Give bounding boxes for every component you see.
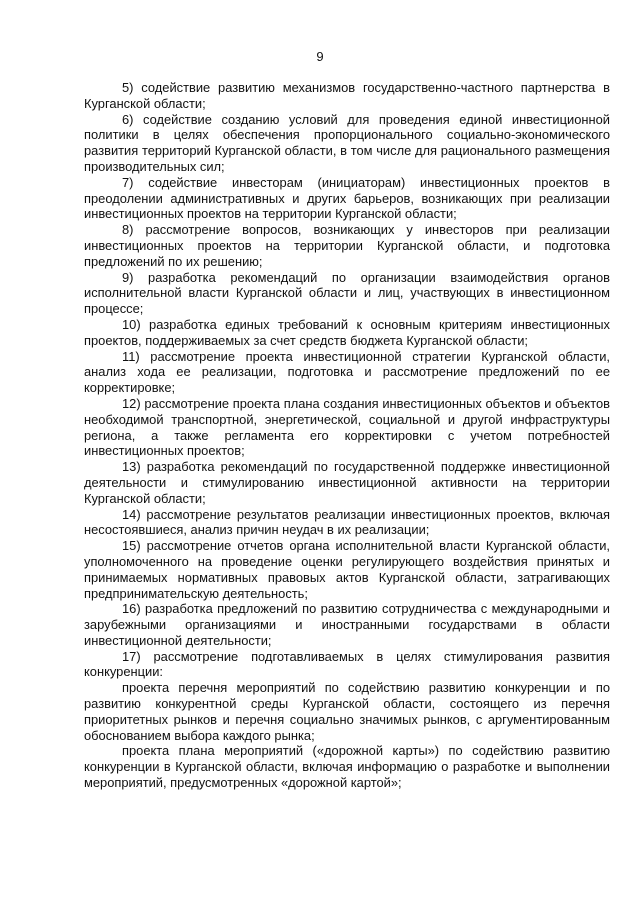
paragraph-item-5: 5) содействие развитию механизмов государственно-частного партнерства в Курганской области; <box>84 80 610 111</box>
paragraph-item-17: 17) рассмотрение подготавливаемых в целях стимулирования развития конкуренции: <box>84 648 610 680</box>
paragraph-item-6: 6) содействие созданию условий для проведения единой инвестиционной политики в целях обеспечения пропорционального социально-экономического развития территорий Курганской области, в том числе для рационального размещения производительных сил; <box>84 111 610 174</box>
paragraph-item-12: 12) рассмотрение проекта плана создания инвестиционных объектов и объектов необходимой транспортной, энергетической, социальной и другой инфраструктуры региона, а также регламента его корректировки с учетом потребностей инвестиционных проектов; <box>84 395 610 459</box>
paragraph-item-11: 11) рассмотрение проекта инвестиционной стратегии Курганской области, анализ хода ее реализации, подготовка и рассмотрение предложений по ее корректировке; <box>84 348 610 396</box>
paragraph-subitem-roadmap: проекта плана мероприятий («дорожной карты») по содействию развитию конкуренции в Курганской области, включая информацию о разработке и выполнении мероприятий, предусмотренных «дорожной картой»; <box>84 743 610 791</box>
document-body <box>84 80 610 791</box>
paragraph-subitem-competition-list: проекта перечня мероприятий по содействию развитию конкуренции и по развитию конкурентной среды Курганской области, состоящего из перечня приоритетных рынков и перечня социально значимых рынков, с аргументированным обоснованием выбора каждого рынка; <box>84 680 610 743</box>
page-number: 9 <box>316 49 324 64</box>
paragraph-item-13: 13) разработка рекомендаций по государственной поддержке инвестиционной деятельности и стимулированию инвестиционной активности на территории Курганской области; <box>84 459 610 506</box>
paragraph-item-16: 16) разработка предложений по развитию сотрудничества с международными и зарубежными организациями и иностранными государствами в области инвестиционной деятельности; <box>84 601 610 648</box>
paragraph-item-14: 14) рассмотрение результатов реализации инвестиционных проектов, включая несостоявшиеся, анализ причин неудач в их реализации; <box>84 506 610 538</box>
paragraph-item-9: 9) разработка рекомендаций по организации взаимодействия органов исполнительной власти Курганской области и лиц, участвующих в инвестиционном процессе; <box>84 269 610 317</box>
paragraph-item-7: 7) содействие инвесторам (инициаторам) инвестиционных проектов в преодолении административных и других барьеров, возникающих при реализации инвестиционных проектов на территории Курганской области; <box>84 174 610 222</box>
paragraph-item-8: 8) рассмотрение вопросов, возникающих у инвесторов при реализации инвестиционных проектов на территории Курганской области, и подготовка предложений по их решению; <box>84 222 610 269</box>
paragraph-item-10: 10) разработка единых требований к основным критериям инвестиционных проектов, поддерживаемых за счет средств бюджета Курганской области; <box>84 316 610 348</box>
paragraph-item-15: 15) рассмотрение отчетов органа исполнительной власти Курганской области, уполномоченного на проведение оценки регулирующего воздействия принятых и принимаемых нормативных правовых актов Курганской области, затрагивающих предпринимательскую деятельность; <box>84 538 610 601</box>
